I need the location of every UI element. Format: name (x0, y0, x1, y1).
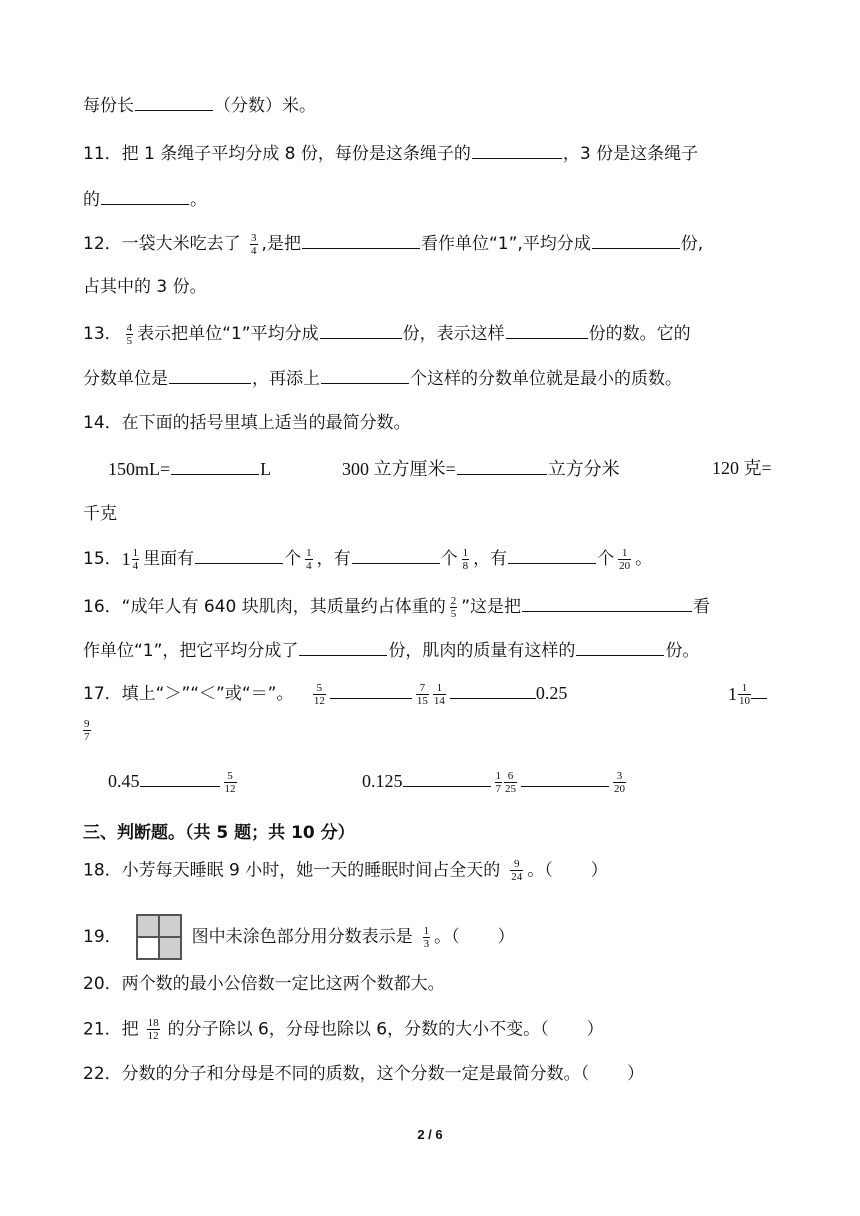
denominator: 24 (511, 871, 523, 883)
text: 分数单位是 (83, 369, 168, 389)
fraction (462, 547, 470, 572)
denominator: 5 (126, 334, 133, 347)
answer-blank[interactable] (472, 140, 562, 159)
text: 份，肌肉的质量有这样的 (388, 641, 576, 661)
numerator: 1 (132, 546, 139, 559)
text: 把 1 条绳子平均分成 8 份，每份是这条绳子的 (121, 144, 471, 164)
text: ,是把 (261, 234, 301, 254)
numerator: 4 (126, 321, 133, 334)
text: 份，表示这样 (402, 324, 505, 344)
text: ） (627, 1064, 645, 1084)
question-number: 17． (83, 684, 122, 704)
fraction (433, 682, 446, 707)
question-number: 22． (83, 1064, 122, 1084)
question-12 (83, 230, 703, 257)
text: 0.125 (362, 771, 403, 791)
question-number: 21． (83, 1019, 122, 1040)
question-number: 20． (83, 974, 122, 994)
answer-blank[interactable] (169, 365, 251, 384)
text: 看 (693, 597, 711, 617)
answer-blank[interactable] (135, 92, 213, 111)
text: ） (590, 860, 608, 881)
question-13-cont (83, 365, 682, 391)
shaded-grid-figure (136, 914, 182, 960)
text: 每份长 (83, 96, 134, 116)
denominator: 7 (84, 731, 90, 743)
text: （分数）米。 (214, 96, 316, 116)
question-11-cont (83, 186, 207, 212)
compare-blank[interactable] (330, 680, 412, 699)
grid-cell (137, 915, 159, 937)
question-14 (83, 411, 411, 435)
text: 0.25 (535, 683, 568, 703)
denominator: 15 (416, 694, 428, 707)
text: 的 (83, 190, 100, 210)
fraction (132, 547, 140, 572)
text: ，3 份是这条绳子 (562, 144, 699, 164)
fraction (250, 232, 258, 257)
answer-blank[interactable] (302, 230, 420, 249)
fraction (738, 682, 751, 707)
mixed-number (728, 682, 751, 707)
question-16 (83, 593, 710, 620)
text: 作单位“1”，把它平均分成了 (83, 641, 299, 661)
denominator: 14 (433, 694, 445, 707)
text: 占其中的 3 份。 (83, 277, 207, 297)
denominator: 8 (462, 559, 469, 572)
question-20 (83, 972, 445, 996)
text: ”这是把 (461, 597, 522, 617)
numerator: 1 (741, 681, 748, 694)
fraction (126, 322, 134, 347)
text: ，有 (316, 549, 351, 569)
text: 。（ (527, 860, 553, 881)
fraction (423, 925, 431, 950)
text: 表示把单位“1”平均分成 (137, 324, 319, 344)
denominator: 4 (132, 559, 139, 572)
whole: 1 (728, 684, 737, 704)
fraction (613, 770, 626, 795)
answer-blank[interactable] (195, 545, 283, 564)
numerator: 1 (306, 546, 312, 559)
numerator: 5 (316, 681, 323, 694)
text: 份, (680, 234, 704, 254)
denominator: 12 (313, 694, 325, 707)
compare-blank[interactable] (450, 680, 536, 699)
question-number: 18． (83, 860, 122, 881)
text: 300 立方厘米= (342, 459, 456, 479)
question-16-cont (83, 637, 699, 663)
numerator: 3 (616, 769, 623, 782)
text: 千克 (83, 504, 117, 524)
answer-blank[interactable] (522, 593, 692, 612)
numerator: 1 (621, 546, 628, 559)
question-number: 12． (83, 234, 122, 254)
text: ，再添上 (252, 369, 320, 389)
mixed-number (122, 547, 144, 572)
text: 立方分米 (547, 459, 620, 479)
answer-blank[interactable] (321, 365, 409, 384)
denominator: 20 (619, 559, 631, 572)
question-22 (83, 1062, 644, 1086)
text: 个 (440, 549, 458, 569)
answer-blank[interactable] (352, 545, 440, 564)
answer-blank[interactable] (457, 456, 547, 475)
answer-blank[interactable] (506, 320, 588, 339)
answer-blank[interactable] (576, 637, 664, 656)
answer-blank[interactable] (101, 186, 189, 205)
text: 把 (121, 1019, 139, 1040)
text: 图中未涂色部分用分数表示是 (191, 927, 413, 947)
denominator: 5 (450, 607, 457, 620)
text: 里面有 (143, 549, 195, 569)
fraction (450, 595, 458, 620)
text: 分数的分子和分母是不同的质数，这个分数一定是最简分数。（ (121, 1064, 590, 1084)
q10-tail (83, 92, 316, 118)
numerator: 1 (462, 546, 469, 559)
text: 填上“＞”“＜”或“＝”。 (121, 684, 294, 704)
section-title: 三、判断题。（共 5 题；共 10 分） (83, 823, 355, 843)
numerator: 9 (84, 718, 90, 730)
fraction (147, 1017, 160, 1042)
question-21 (83, 1017, 604, 1042)
text: ，有 (473, 549, 508, 569)
text: 两个数的最小公倍数一定比这两个数都大。 (121, 974, 445, 994)
text: 个 (597, 549, 615, 569)
numerator: 1 (423, 924, 430, 937)
fraction (495, 770, 503, 795)
question-19 (83, 914, 515, 960)
compare-blank[interactable] (403, 768, 491, 787)
numerator: 18 (147, 1017, 159, 1029)
grid-cell (137, 937, 159, 959)
text: 0.45 (108, 771, 140, 791)
denominator: 12 (224, 782, 236, 795)
question-14-item-2 (342, 456, 620, 481)
text: 。（ (434, 927, 460, 947)
text: “成年人有 640 块肌肉，其质量约占体重的 (121, 597, 446, 617)
numerator: 5 (227, 769, 233, 782)
answer-blank[interactable] (592, 230, 680, 249)
text: ） (586, 1019, 604, 1040)
question-14-item-3 (712, 456, 772, 480)
question-17-row-2b (362, 768, 630, 795)
page-number: 2 / 6 (417, 1127, 443, 1142)
denominator: 12 (147, 1030, 159, 1042)
answer-blank[interactable] (320, 320, 402, 339)
fraction (416, 682, 429, 707)
text: 个 (284, 549, 302, 569)
fraction (83, 718, 91, 743)
text: 份。 (665, 641, 700, 661)
answer-blank[interactable] (508, 545, 596, 564)
question-17 (83, 680, 567, 707)
text: 120 克= (712, 458, 772, 478)
text: 。 (635, 549, 653, 569)
denominator: 7 (495, 782, 501, 795)
text: 。 (190, 190, 207, 210)
text: 小芳每天睡眠 9 小时，她一天的睡眠时间占全天的 (121, 860, 501, 881)
question-18 (83, 858, 608, 883)
text: 150mL= (108, 459, 171, 479)
fraction (224, 770, 237, 795)
fraction (313, 682, 326, 707)
text: 的分子除以 6，分母也除以 6，分数的大小不变 (167, 1019, 524, 1040)
numerator: 6 (507, 769, 514, 782)
denominator: 4 (251, 244, 257, 257)
denominator: 10 (739, 694, 750, 707)
numerator: 7 (419, 681, 426, 694)
fraction (504, 770, 517, 795)
question-15 (83, 545, 652, 572)
text: 。（ (523, 1019, 549, 1040)
question-12-cont (83, 275, 207, 299)
text: 个这样的分数单位就是最小的质数。 (410, 369, 682, 389)
text: L (260, 459, 272, 479)
fraction (618, 547, 631, 572)
question-13 (83, 320, 691, 347)
grid-cell (159, 915, 181, 937)
question-17-row-2 (108, 768, 241, 795)
numerator: 1 (436, 681, 443, 694)
question-number: 19． (83, 927, 122, 947)
compare-blank[interactable] (140, 768, 220, 787)
compare-blank[interactable] (521, 768, 609, 787)
answer-blank[interactable] (171, 456, 259, 475)
question-14-cont (83, 502, 117, 526)
fraction (510, 858, 523, 883)
text: 看作单位“1”,平均分成 (420, 234, 591, 254)
question-number: 14． (83, 413, 122, 433)
numerator: 2 (450, 594, 457, 607)
denominator: 20 (614, 782, 625, 795)
question-number: 11． (83, 144, 122, 164)
denominator: 25 (505, 782, 516, 795)
question-number: 13． (83, 324, 122, 344)
grid-cell (159, 937, 181, 959)
compare-blank[interactable] (751, 680, 767, 699)
question-number: 16． (83, 597, 122, 617)
whole: 1 (121, 549, 131, 569)
fraction (305, 547, 313, 572)
answer-blank[interactable] (299, 637, 387, 656)
question-17-item-d (728, 680, 767, 707)
numerator: 1 (495, 769, 501, 782)
numerator: 3 (251, 231, 257, 244)
text: 在下面的括号里填上适当的最简分数。 (121, 413, 411, 433)
denominator: 3 (423, 937, 430, 950)
question-14-items (108, 456, 271, 481)
denominator: 4 (306, 559, 312, 572)
question-number: 15． (83, 549, 122, 569)
text: ） (497, 927, 515, 947)
text: 份的数。它的 (588, 324, 691, 344)
text: 一袋大米吃去了 (121, 234, 241, 254)
question-11 (83, 140, 698, 166)
numerator: 9 (514, 858, 520, 870)
question-17-cont (79, 718, 95, 743)
